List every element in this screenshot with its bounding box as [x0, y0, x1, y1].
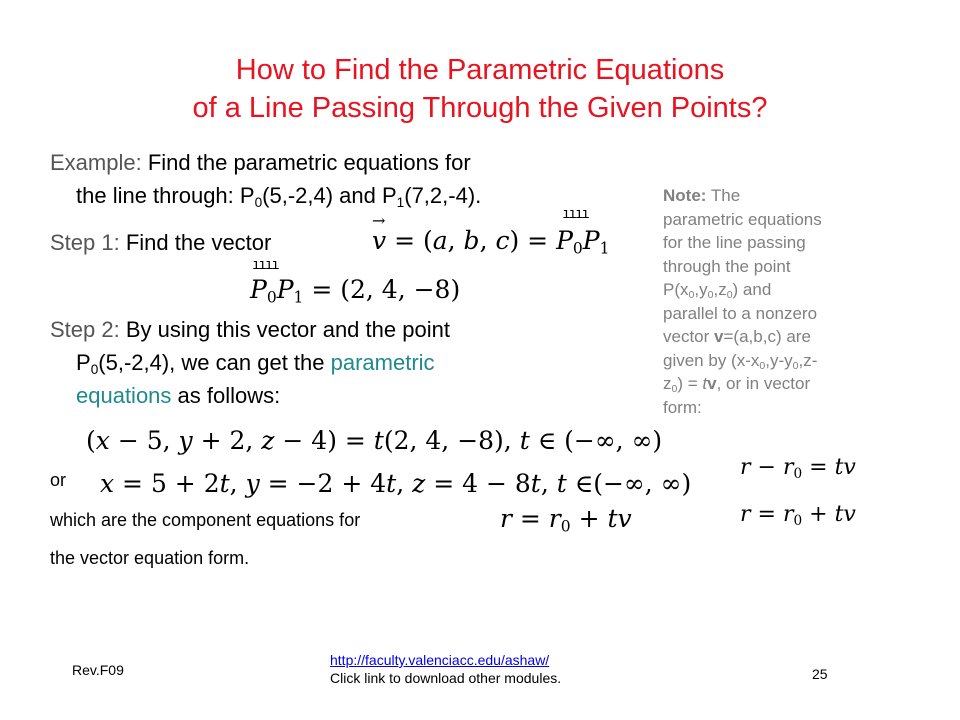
- note-line-4: through the point: [663, 256, 791, 276]
- note-line-10: form:: [663, 397, 702, 417]
- step2-text: By using this vector and the point: [125, 317, 450, 342]
- step1-line: [50, 230, 271, 256]
- note-line-8: given by ($x-x_0,y-y_0,z-$: [663, 350, 818, 372]
- equation-vector-form: $r = r_0$ + tv: [500, 504, 632, 536]
- example-label: Example:: [50, 150, 142, 175]
- note-line-9: $z_0$) = tv, or in vector: [663, 374, 811, 396]
- example-line-1: [50, 150, 471, 176]
- p0-coords: (5,-2,4) and P: [262, 183, 397, 208]
- example-line-2: [76, 183, 481, 209]
- step2-point: P: [76, 350, 91, 375]
- p1-subscript: 1: [396, 195, 405, 211]
- or-label: or: [50, 470, 67, 490]
- parametric-term: parametric: [330, 350, 435, 375]
- step2-line-2: [76, 350, 435, 376]
- p1-coords: (7,2,-4).: [404, 183, 482, 208]
- note-equation-1: $r - r_0$ = tv: [740, 455, 856, 483]
- note-line-7: vector v=(a,b,c) are: [663, 327, 811, 346]
- equation-parametric-vector: (x − 5, y + 2, z − 4) = t(2, 4, −8), t ∈ (−∞, ∞): [86, 426, 663, 455]
- step1-text: Find the vector: [125, 230, 272, 255]
- slide-title-line-1: How to Find the Parametric Equations: [235, 54, 725, 86]
- step2-line-1: [50, 317, 450, 343]
- equation-vector-v: → v = (a, b, c) = ıııı $P_0P_1$: [372, 206, 610, 258]
- faculty-link[interactable]: http://faculty.valenciacc.edu/ashaw/: [330, 652, 550, 668]
- p0-subscript: 0: [254, 195, 263, 211]
- example-text-2: the line through: P: [76, 183, 255, 208]
- slide-title-line-2: of a Line Passing Through the Given Points?: [192, 92, 768, 124]
- component-text: which are the component equations for: [50, 510, 361, 530]
- note-line-2: parametric equations: [663, 209, 822, 229]
- step2-point-subscript: 0: [90, 362, 99, 378]
- step2-label: Step 2:: [50, 317, 120, 342]
- example-text: Find the parametric equations for: [147, 150, 471, 175]
- equations-term: equations: [76, 383, 172, 408]
- note-box: [663, 184, 903, 419]
- step2-tail: as follows:: [177, 383, 281, 408]
- note-text-1: The: [710, 186, 741, 205]
- note-line-6: parallel to a nonzero: [663, 303, 818, 323]
- note-line-5: $P(x_0,y_0,z_0)$ and: [663, 280, 772, 302]
- step2-line-3: [76, 383, 280, 409]
- page-number: 25: [812, 666, 828, 682]
- note-line-1: [663, 184, 903, 208]
- note-equation-2: $r = r_0$ + tv: [740, 502, 856, 530]
- equation-component: x = 5 + 2t, y = −2 + 4t, z = 4 − 8t, t ∈(−∞, ∞): [100, 469, 692, 498]
- note-label: Note:: [663, 186, 707, 205]
- step1-label: Step 1:: [50, 230, 120, 255]
- note-line-3: for the line passing: [663, 233, 806, 252]
- vector-form-text: the vector equation form.: [50, 548, 250, 568]
- equation-p0p1: ıııı $P_0P_1 = (2$, 4, −8): [250, 257, 461, 307]
- link-caption: Click link to download other modules.: [330, 670, 562, 686]
- revision-label: Rev.F09: [72, 662, 124, 678]
- step2-coords: (5,-2,4), we can get the: [98, 350, 325, 375]
